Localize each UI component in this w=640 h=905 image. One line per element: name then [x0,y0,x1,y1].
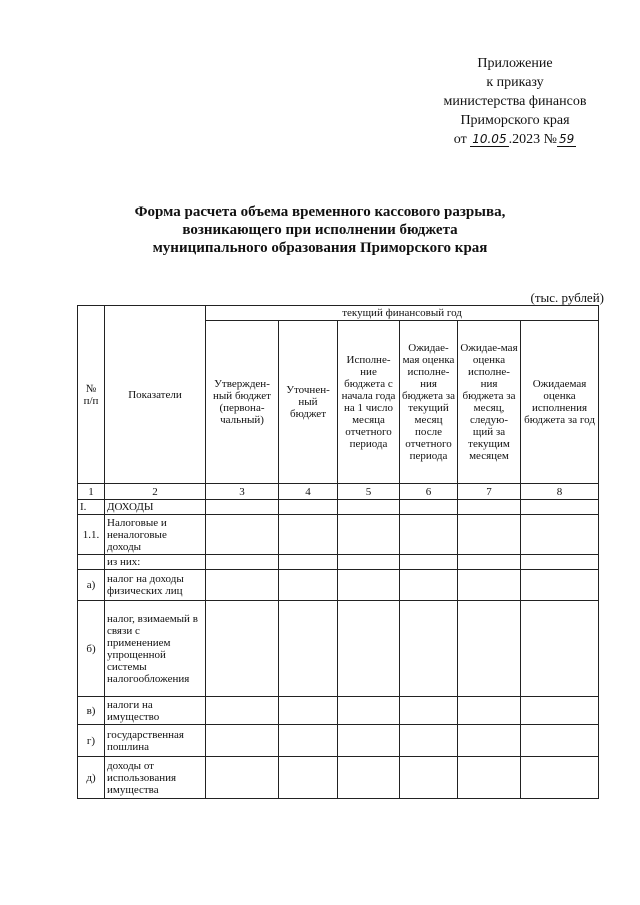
row-num: в) [78,697,105,725]
data-cell [458,601,521,697]
col-number: 3 [206,484,279,500]
title-line-1: Форма расчета объема временного кассового разрыва, [134,204,506,220]
col-number: 4 [279,484,338,500]
data-cell [458,515,521,555]
data-cell [206,515,279,555]
data-cell [521,555,599,570]
document-title [100,203,540,257]
row-label: ДОХОДЫ [105,500,206,515]
table-row [78,500,599,515]
row-label: из них: [105,555,206,570]
table-row [78,697,599,725]
order-date-handwritten: 10.05 [472,132,507,146]
col-number: 8 [521,484,599,500]
calculation-table [77,305,599,799]
data-cell [521,601,599,697]
data-cell [458,725,521,757]
table-row [78,570,599,601]
data-cell [400,570,458,601]
data-cell [521,757,599,799]
title-line-3: муниципального образования Приморского края [152,240,488,256]
row-num: г) [78,725,105,757]
data-cell [206,601,279,697]
data-cell [521,725,599,757]
data-cell [458,570,521,601]
data-cell [279,515,338,555]
column-numbers-row [78,484,599,500]
data-cell [338,515,400,555]
data-cell [206,725,279,757]
data-cell [206,500,279,515]
data-cell [400,757,458,799]
data-cell [279,725,338,757]
data-cell [279,601,338,697]
data-cell [521,570,599,601]
row-num: а) [78,570,105,601]
table-row [78,757,599,799]
order-line [400,130,630,149]
header-col-expected-next-month: Ожидае-мая оценка исполне-ния бюджета за месяц, следую-щий за текущим месяцем [458,321,521,484]
table-row [78,725,599,757]
col-number: 1 [78,484,105,500]
data-cell [458,555,521,570]
row-num: д) [78,757,105,799]
header-col-executed: Исполне-ние бюджета с начала года на 1 число месяца отчетного периода [338,321,400,484]
data-cell [458,757,521,799]
data-cell [338,570,400,601]
table-row [78,601,599,697]
data-cell [338,757,400,799]
data-cell [279,757,338,799]
table-row [78,515,599,555]
row-num: б) [78,601,105,697]
data-cell [279,570,338,601]
data-cell [400,697,458,725]
row-label: налог на доходы физических лиц [105,570,206,601]
row-num: 1.1. [78,515,105,555]
data-cell [400,725,458,757]
data-cell [338,601,400,697]
table-row [78,555,599,570]
data-cell [338,500,400,515]
header-indicators: Показатели [105,306,206,484]
appendix-block [400,54,630,149]
col-number: 6 [400,484,458,500]
data-cell [206,757,279,799]
data-cell [521,697,599,725]
row-num [78,555,105,570]
appendix-line-4: Приморского края [460,113,570,128]
data-cell [458,500,521,515]
unit-label: (тыс. рублей) [530,290,604,305]
header-current-year: текущий финансовый год [206,306,599,321]
data-cell [400,601,458,697]
data-cell [338,697,400,725]
header-num: № п/п [78,306,105,484]
data-cell [400,555,458,570]
row-label: налоги на имущество [105,697,206,725]
data-cell [206,570,279,601]
row-label: доходы от использования имущества [105,757,206,799]
data-cell [279,697,338,725]
order-year: .2023 № [508,132,557,147]
header-col-approved: Утвержден-ный бюджет (первона-чальный) [206,321,279,484]
col-number: 2 [105,484,206,500]
data-cell [279,500,338,515]
row-label: налог, взимаемый в связи с применением упрощенной системы налогообложения [105,601,206,697]
col-number: 7 [458,484,521,500]
header-col-expected-current-month: Ожидае-мая оценка исполне-ния бюджета за текущий месяц после отчетного периода [400,321,458,484]
appendix-line-1: Приложение [477,56,553,71]
order-number-handwritten: 59 [558,132,575,146]
data-cell [338,725,400,757]
header-col-expected-year: Ожидаемая оценка исполнения бюджета за год [521,321,599,484]
order-prefix: от [453,132,467,147]
row-label: Налоговые и неналоговые доходы [105,515,206,555]
data-cell [400,500,458,515]
data-cell [521,500,599,515]
row-label: государственная пошлина [105,725,206,757]
data-cell [400,515,458,555]
data-cell [338,555,400,570]
appendix-line-3: министерства финансов [443,94,587,109]
data-cell [206,555,279,570]
data-cell [279,555,338,570]
col-number: 5 [338,484,400,500]
data-cell [206,697,279,725]
title-line-2: возникающего при исполнении бюджета [182,222,458,238]
header-col-refined: Уточнен-ный бюджет [279,321,338,484]
row-num: I. [78,500,105,515]
data-cell [458,697,521,725]
appendix-line-2: к приказу [486,75,544,90]
data-cell [521,515,599,555]
